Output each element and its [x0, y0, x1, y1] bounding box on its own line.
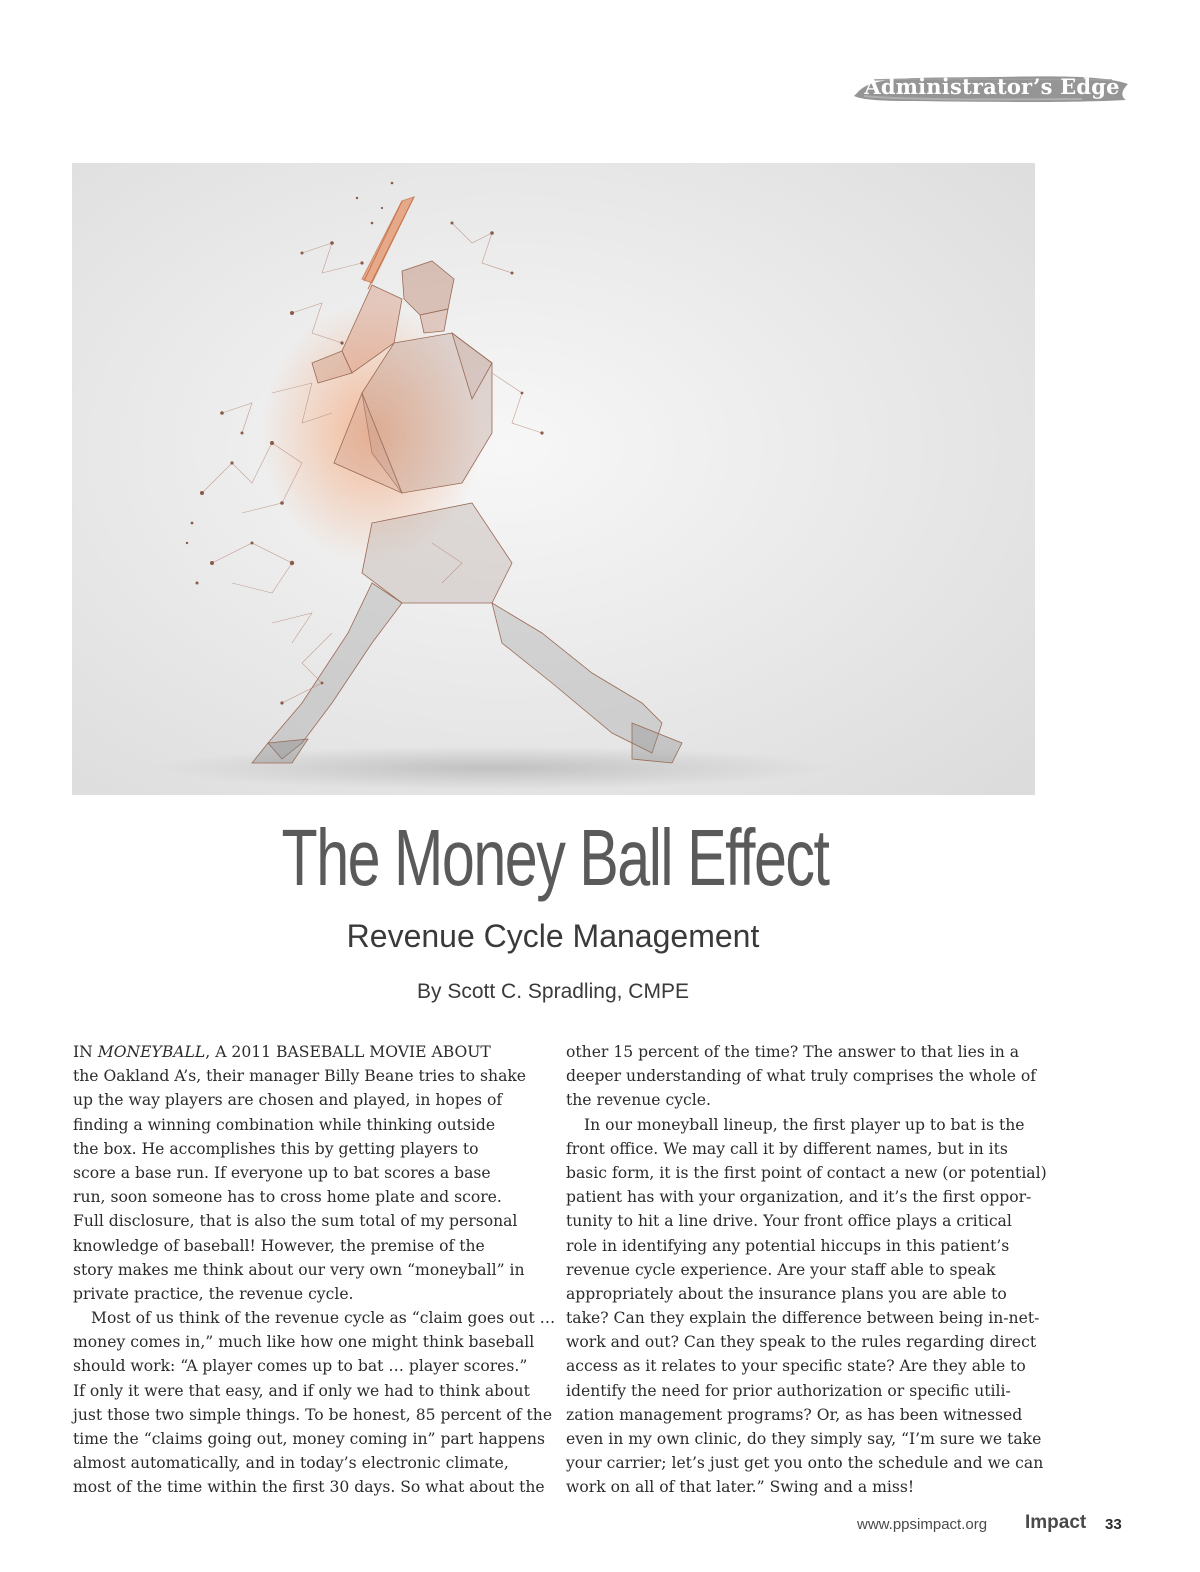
text-line: story makes me think about our very own “moneyball” in [73, 1260, 525, 1279]
text-line: work on all of that later.” Swing and a miss! [566, 1478, 915, 1497]
text-line: run, soon someone has to cross home plate and score. [73, 1188, 502, 1207]
section-label: Administrator’s Edge [864, 74, 1120, 99]
text-line: zation management programs? Or, as has been witnessed [566, 1405, 1023, 1424]
text-line: access as it relates to your specific state? Are they able to [566, 1357, 1026, 1376]
text-line: the box. He accomplishes this by getting players to [73, 1139, 479, 1158]
footer-magazine-name: Impact [1025, 1512, 1087, 1533]
text-line: most of the time within the first 30 days. So what about the [73, 1478, 545, 1497]
section-tag [852, 70, 1132, 106]
text-line: deeper understanding of what truly comprises the whole of [566, 1067, 1037, 1086]
text-line: tunity to hit a line drive. Your front office plays a critical [566, 1212, 1012, 1231]
text-line: should work: “A player comes up to bat … player scores.” [73, 1357, 528, 1376]
text-line: money comes in,” much like how one might think baseball [73, 1333, 535, 1352]
text-line: time the “claims going out, money coming in” part happens [73, 1430, 545, 1448]
hero-image [72, 163, 1035, 795]
text-line: role in identifying any potential hiccups in this patient’s [566, 1236, 1010, 1255]
lead-italic: MONEYBALL [97, 1043, 206, 1061]
right-column [566, 1040, 1047, 1500]
text-line: Most of us think of the revenue cycle as “claim goes out … [91, 1309, 556, 1328]
left-column [73, 1040, 556, 1500]
article-subtitle: Revenue Cycle Management [346, 918, 760, 954]
text-line: take? Can they explain the difference between being in-net- [566, 1309, 1040, 1328]
article-byline: By Scott C. Spradling, CMPE [417, 980, 689, 1003]
page-number: 33 [1105, 1516, 1122, 1533]
text-line: Full disclosure, that is also the sum total of my personal [73, 1212, 518, 1231]
text-line: even in my own clinic, do they simply say, “I’m sure we take [566, 1430, 1042, 1448]
text-line: up the way players are chosen and played, in hopes of [73, 1091, 503, 1110]
text-line: knowledge of baseball! However, the premise of the [73, 1236, 485, 1255]
text-line: front office. We may call it by different names, but in its [566, 1139, 1008, 1158]
text-line: almost automatically, and in today’s electronic climate, [73, 1454, 509, 1473]
text-line: your carrier; let’s just get you onto the schedule and we can [566, 1454, 1044, 1473]
text-line: work and out? Can they speak to the rules regarding direct [566, 1333, 1037, 1352]
lead-line [73, 1040, 543, 1064]
text-line: the Oakland A’s, their manager Billy Beane tries to shake [73, 1067, 527, 1086]
text-line: If only it were that easy, and if only we had to think about [73, 1381, 530, 1400]
lead-caps: IN [73, 1043, 98, 1061]
text-line: other 15 percent of the time? The answer to that lies in a [566, 1043, 1020, 1061]
article-title: The Money Ball Effect [281, 813, 829, 902]
text-line: patient has with your organization, and it’s the first oppor- [566, 1188, 1032, 1207]
text-line: just those two simple things. To be honest, 85 percent of the [73, 1405, 553, 1424]
footer-url[interactable]: www.ppsimpact.org [857, 1516, 988, 1533]
baseball-batter-illustration [72, 163, 1035, 795]
text-line: score a base run. If everyone up to bat scores a base [73, 1163, 491, 1182]
text-line: In our moneyball lineup, the first player up to bat is the [584, 1115, 1025, 1134]
text-line: appropriately about the insurance plans you are able to [566, 1284, 1007, 1303]
text-line: finding a winning combination while thinking outside [73, 1115, 496, 1134]
text-line: the revenue cycle. [566, 1091, 711, 1110]
text-line: revenue cycle experience. Are your staff able to speak [566, 1260, 996, 1279]
lead-caps: , A 2011 BASEBALL MOVIE ABOUT [205, 1043, 491, 1061]
text-line: private practice, the revenue cycle. [73, 1284, 354, 1303]
text-line: basic form, it is the first point of contact a new (or potential) [566, 1163, 1047, 1182]
text-line: identify the need for prior authorization or specific utili- [566, 1381, 1011, 1400]
